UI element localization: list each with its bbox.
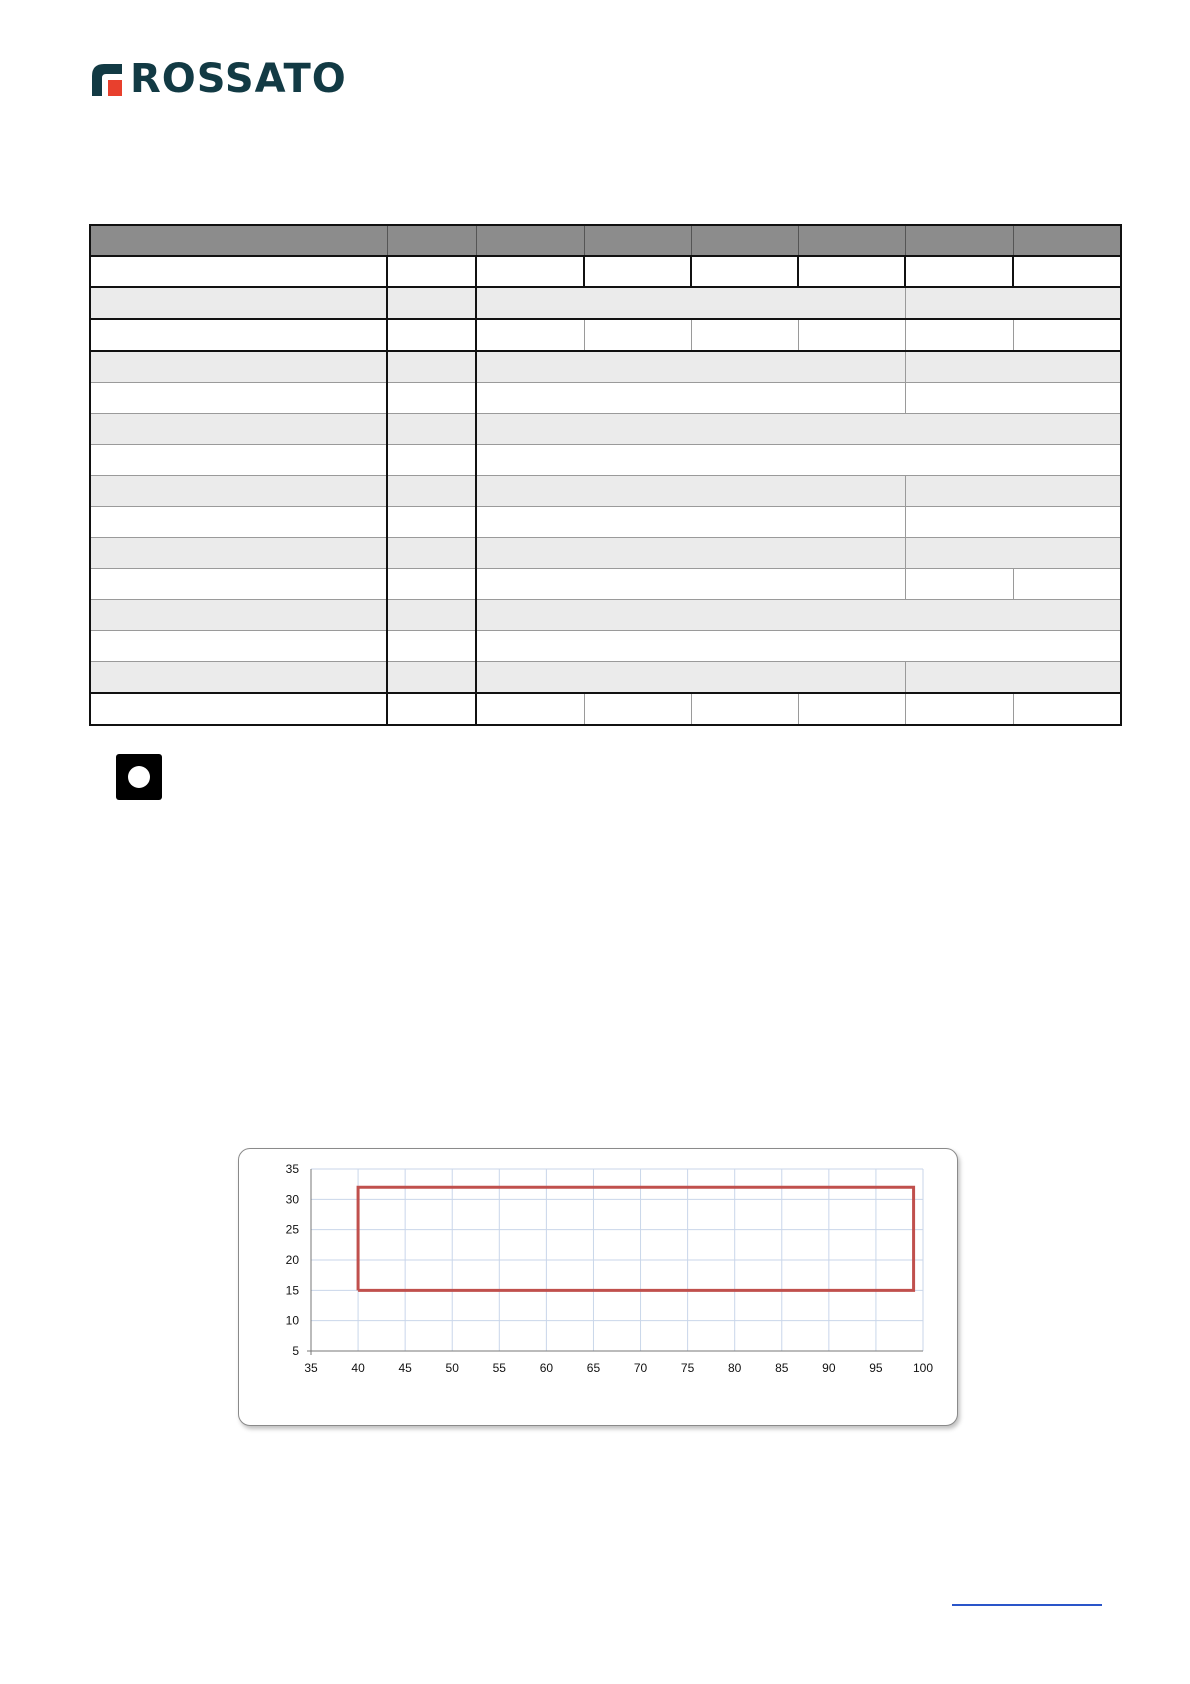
table-row (90, 693, 1121, 725)
y-tick-label: 35 (285, 1162, 299, 1176)
table-row (90, 507, 1121, 538)
table-row (90, 287, 1121, 319)
x-tick-label: 70 (633, 1361, 648, 1375)
x-tick-label: 100 (912, 1361, 934, 1375)
table-row (90, 662, 1121, 694)
x-tick-label: 90 (822, 1361, 836, 1375)
x-tick-label: 35 (304, 1361, 318, 1375)
table-row (90, 351, 1121, 383)
table-header-row (90, 225, 1121, 256)
spec-table (89, 224, 1122, 726)
table-row (90, 600, 1121, 631)
y-tick-label: 5 (292, 1344, 299, 1358)
x-tick-label: 55 (492, 1361, 506, 1375)
x-tick-label: 65 (586, 1361, 601, 1375)
circle-symbol-icon (116, 754, 162, 800)
table-row (90, 476, 1121, 507)
x-tick-label: 40 (351, 1361, 365, 1375)
table-row (90, 414, 1121, 445)
y-tick-label: 10 (285, 1313, 299, 1328)
x-tick-label: 80 (728, 1361, 742, 1375)
y-tick-label: 25 (285, 1222, 299, 1237)
operating-range-chart (238, 1148, 958, 1426)
brand-logo (90, 56, 347, 102)
footer-link[interactable] (952, 1604, 1102, 1606)
table-row (90, 538, 1121, 569)
y-tick-label: 30 (285, 1192, 299, 1207)
table-row (90, 445, 1121, 476)
chart-svg (239, 1149, 957, 1425)
table-row (90, 569, 1121, 600)
y-tick-label: 15 (285, 1283, 299, 1298)
x-tick-label: 45 (398, 1361, 412, 1375)
table-row (90, 383, 1121, 414)
x-tick-label: 95 (869, 1361, 883, 1375)
y-tick-label: 20 (285, 1253, 299, 1267)
table-row (90, 256, 1121, 287)
x-tick-label: 75 (680, 1361, 695, 1375)
x-tick-label: 60 (539, 1361, 554, 1375)
series-line (358, 1187, 914, 1290)
table-row (90, 631, 1121, 662)
x-tick-label: 50 (445, 1361, 459, 1375)
x-tick-label: 85 (775, 1361, 789, 1375)
table-row (90, 319, 1121, 351)
logo-mark-icon (90, 62, 124, 96)
logo-text: ROSSATO (130, 56, 347, 102)
